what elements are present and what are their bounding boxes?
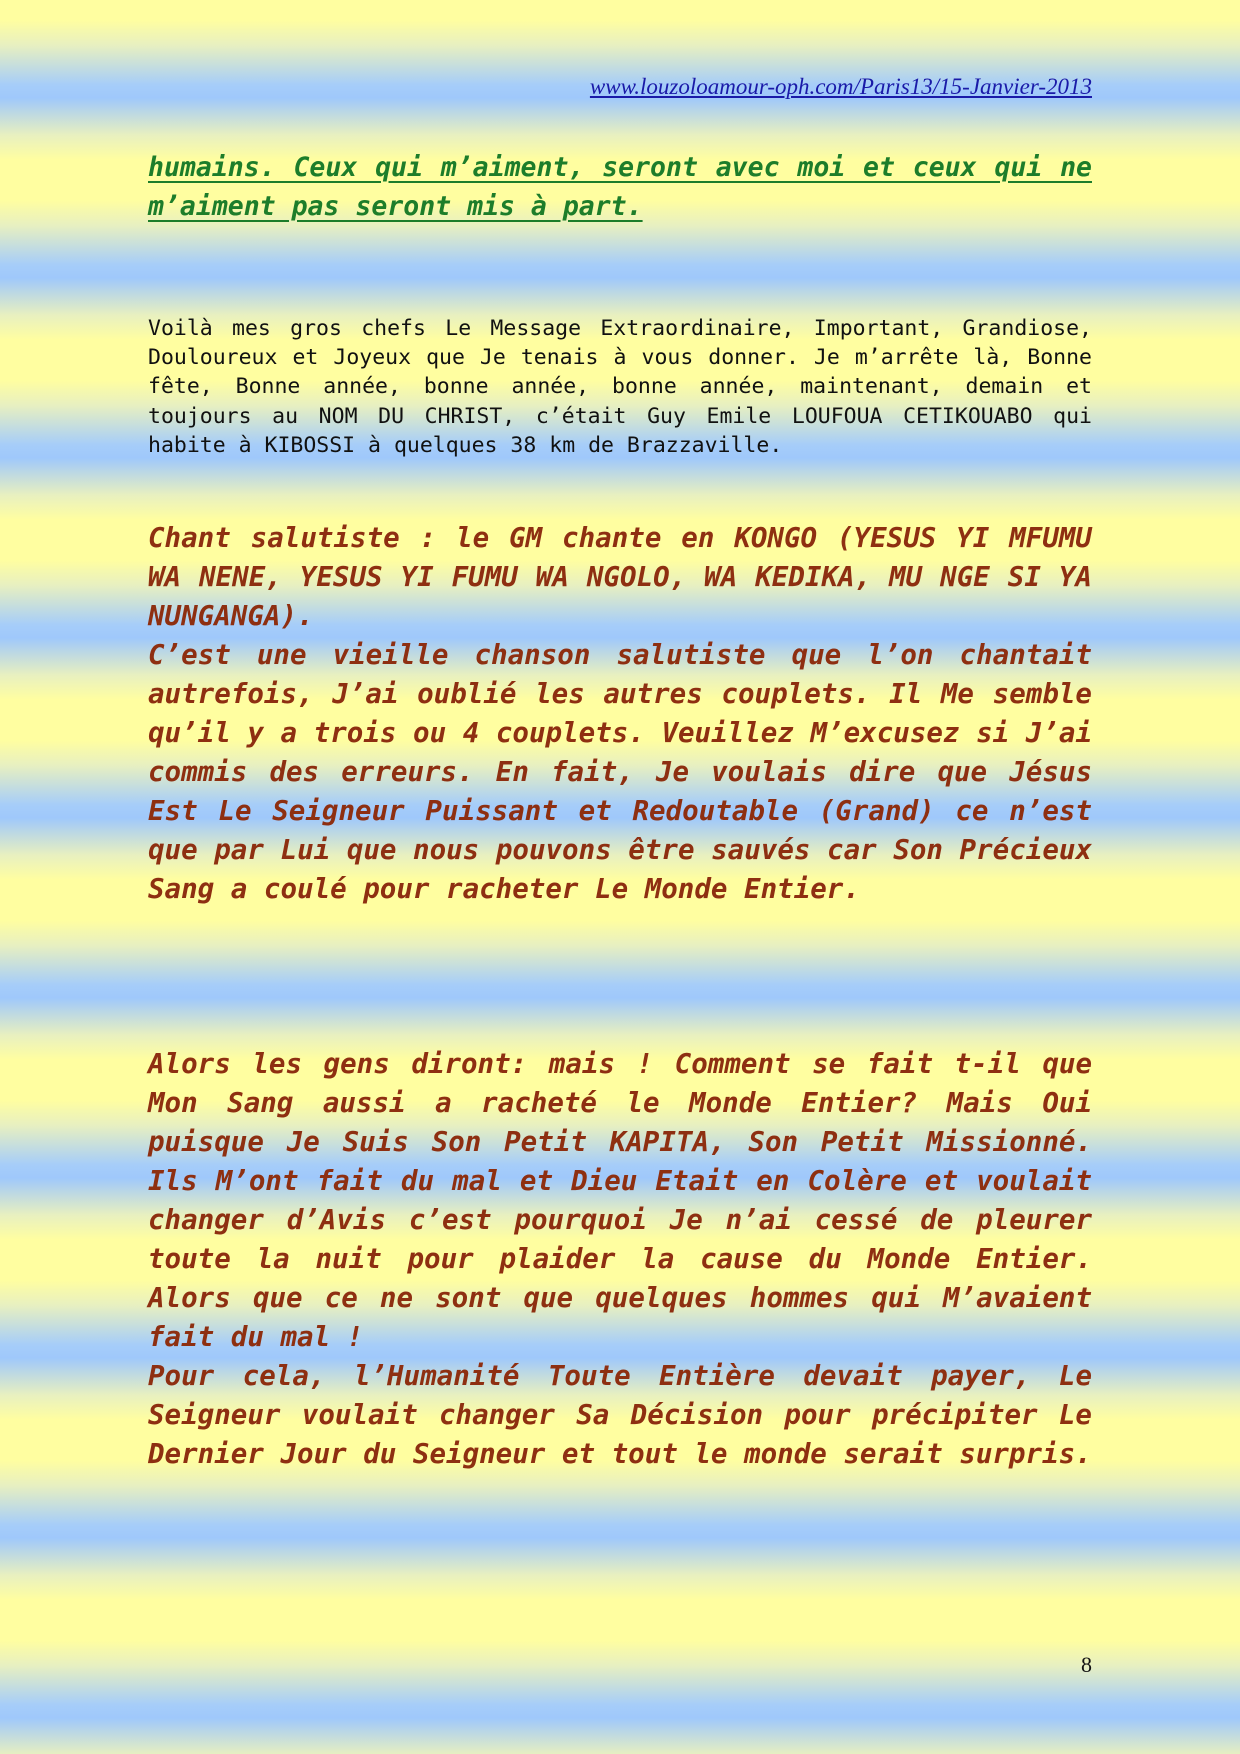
green-underlined-heading: [148, 148, 1092, 226]
alors-paragraph: Alors les gens diront: mais ! Comment se fait t-il que Mon Sang aussi a racheté le Monde Entier? Mais Oui puisque Je Suis Son Petit KAPITA, Son Petit Missionné. Ils M’ont fait du mal et Dieu Etait en Colère et voulait changer d’Avis c’est pourquoi Je n’ai cessé de pleurer toute la nuit pour plaider la cause du Monde Entier. Alors que ce ne sont que quelques hommes qui M’avaient fait du mal !: [148, 1048, 1092, 1353]
humanite-paragraph: Pour cela, l’Humanité Toute Entière devait payer, Le Seigneur voulait changer Sa Décision pour précipiter Le Dernier Jour du Seigneur et tout le monde serait surpris.: [148, 1360, 1092, 1470]
alors-section: [148, 1045, 1092, 1474]
chant-section: [148, 519, 1092, 909]
document-page: [148, 0, 1092, 1754]
message-paragraph: Voilà mes gros chefs Le Message Extraordinaire, Important, Grandiose, Douloureux et Joyeux que Je tenais à vous donner. Je m’arrête là, Bonne fête, Bonne année, bonne année, bonne année, maintenant, demain et toujours au NOM DU CHRIST, c’était Guy Emile LOUFOUA CETIKOUABO qui habite à KIBOSSI à quelques 38 km de Brazzaville.: [148, 316, 1092, 458]
green-heading-text: humains. Ceux qui m’aiment, seront avec moi et ceux qui ne m’aiment pas seront mis à part.: [148, 152, 1092, 222]
chant-title: Chant salutiste : le GM chante en KONGO (YESUS YI MFUMU WA NENE, YESUS YI FUMU WA NGOLO, WA KEDIKA, MU NGE SI YA NUNGANGA).: [148, 522, 1092, 632]
chant-explanation: C’est une vieille chanson salutiste que l’on chantait autrefois, J’ai oublié les autres couplets. Il Me semble qu’il y a trois ou 4 couplets. Veuillez M’excusez si J’ai commis des erreurs. En fait, Je voulais dire que Jésus Est Le Seigneur Puissant et Redoutable (Grand) ce n’est que par Lui que nous pouvons être sauvés car Son Précieux Sang a coulé pour racheter Le Monde Entier.: [148, 639, 1092, 905]
header-url-link[interactable]: www.louzoloamour-oph.com/Paris13/15-Janvier-2013: [589, 74, 1092, 99]
page-number: 8: [1081, 1652, 1092, 1677]
